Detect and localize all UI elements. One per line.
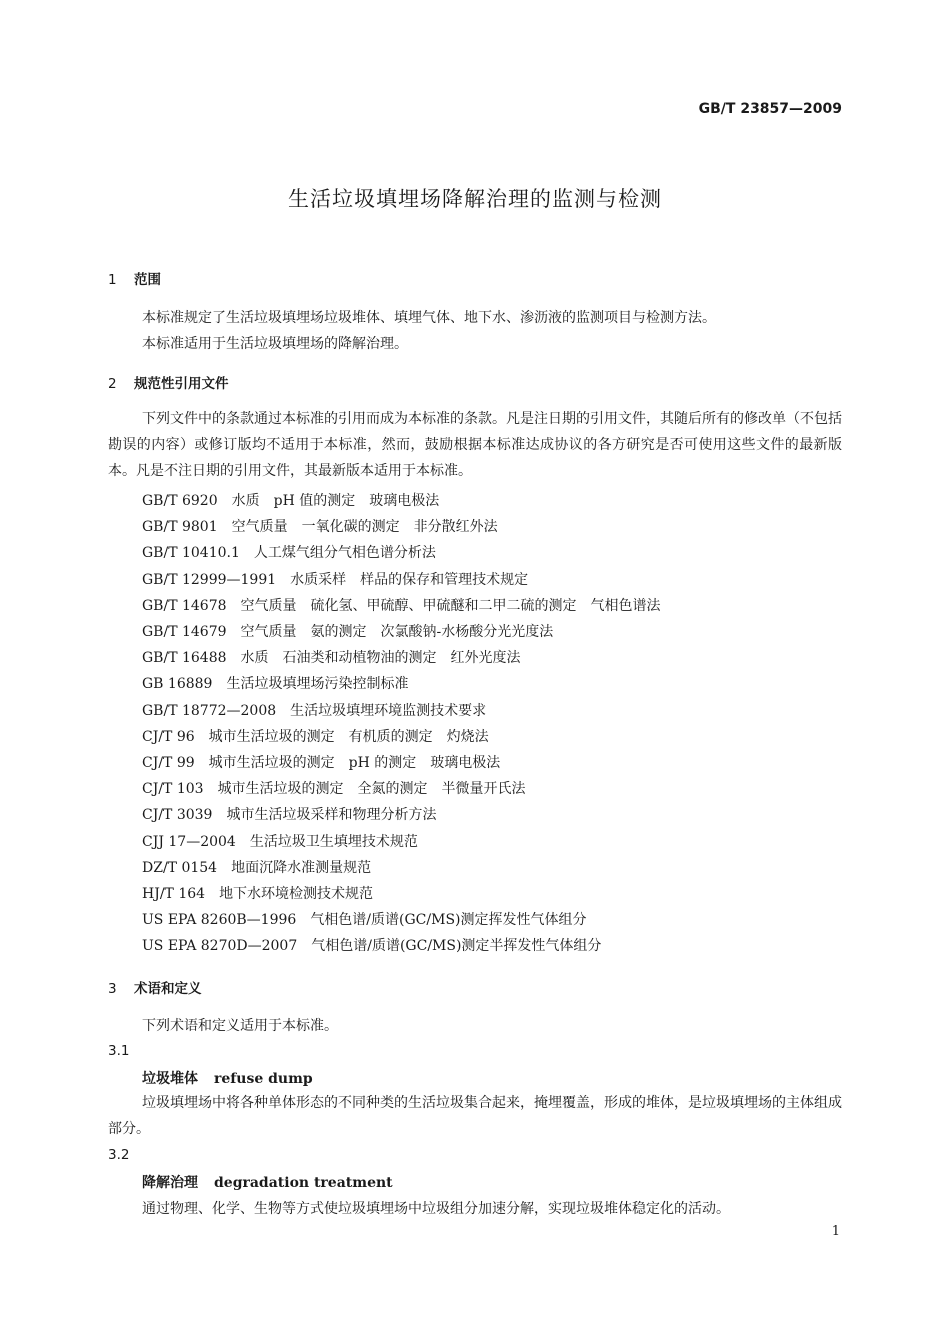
section-title: 规范性引用文件 [134,376,229,392]
reference-code: GB/T 14679 [142,624,227,640]
term-3-1-definition: 垃圾填埋场中将各种单体形态的不同种类的生活垃圾集合起来，掩埋覆盖，形成的堆体，是垃圾填埋场的主体组成部分。 [108,1095,842,1137]
reference-item [142,673,408,693]
reference-item [142,490,439,510]
references-intro-paragraph: 下列文件中的条款通过本标准的引用而成为本标准的条款。凡是注日期的引用文件，其随后所有的修改单（不包括勘误的内容）或修订版均不适用于本标准，然而，鼓励根据本标准达成协议的各方研究是否可使用这些文件的最新版本。凡是不注日期的引用文件，其最新版本适用于本标准。 [108,411,842,479]
reference-code: GB/T 12999—1991 [142,571,277,588]
reference-title: 生活垃圾填埋环境监测技术要求 [290,702,487,719]
document-title: 生活垃圾填埋场降解治理的监测与检测 [288,187,662,211]
reference-item [142,621,553,641]
reference-code: GB/T 16488 [142,650,227,667]
reference-code: DZ/T 0154 [142,859,218,876]
reference-code: GB 16889 [142,676,213,693]
reference-code: CJ/T 99 [142,755,195,771]
reference-title: 气相色谱/质谱(GC/MS)测定半挥发性气体组分 [311,938,602,955]
section-number: 2 [108,376,117,392]
section-number: 1 [108,272,117,288]
reference-item [142,700,486,720]
reference-code: CJ/T 3039 [142,807,213,824]
reference-title: 空气质量 一氧化碳的测定 非分散红外法 [231,519,498,536]
reference-title: 城市生活垃圾采样和物理分析方法 [226,807,437,824]
reference-item [142,595,661,615]
term-english: refuse dump [214,1071,313,1087]
section-title: 术语和定义 [134,981,202,997]
reference-code: CJ/T 103 [142,781,204,798]
reference-title: 水质 石油类和动植物油的测定 红外光度法 [240,650,521,667]
term-3-2-heading [142,1172,393,1192]
term-3-1-number: 3.1 [108,1043,130,1059]
reference-item [142,726,489,746]
reference-code: GB/T 6920 [142,493,218,509]
reference-code: HJ/T 164 [142,886,206,902]
reference-code: GB/T 10410.1 [142,545,240,562]
reference-code: GB/T 14678 [142,597,227,614]
reference-item [142,752,500,772]
section-1-heading [108,268,161,288]
reference-item [142,883,373,903]
section-2-heading [108,372,229,392]
section-number: 3 [108,981,117,997]
scope-paragraph-2: 本标准适用于生活垃圾填埋场的降解治理。 [142,336,408,352]
reference-code: US EPA 8260B—1996 [142,912,297,929]
reference-title: 城市生活垃圾的测定 有机质的测定 灼烧法 [208,728,489,745]
reference-title: 生活垃圾填埋场污染控制标准 [226,676,409,693]
term-3-2-definition: 通过物理、化学、生物等方式使垃圾填埋场中垃圾组分加速分解，实现垃圾堆体稳定化的活动。 [142,1201,730,1217]
reference-item [142,804,436,824]
reference-code: CJJ 17—2004 [142,833,236,850]
page-number: 1 [831,1224,840,1239]
reference-item [142,831,418,851]
reference-title: 生活垃圾卫生填埋技术规范 [249,833,418,850]
standard-number: GB/T 23857—2009 [698,101,842,117]
reference-item [142,569,528,589]
section-3-heading [108,977,202,997]
reference-item [142,542,436,562]
scope-paragraph-1: 本标准规定了生活垃圾填埋场垃圾堆体、填埋气体、地下水、渗沥液的监测项目与检测方法。 [142,310,716,326]
reference-title: 城市生活垃圾的测定 全氮的测定 半微量开氏法 [217,781,526,798]
reference-title: 地下水环境检测技术规范 [219,886,374,902]
term-english: degradation treatment [214,1175,393,1191]
reference-title: 人工煤气组分气相色谱分析法 [253,545,436,562]
reference-item [142,909,587,929]
section-title: 范围 [134,272,161,288]
reference-code: GB/T 9801 [142,519,218,536]
reference-code: CJ/T 96 [142,728,195,745]
reference-title: 气相色谱/质谱(GC/MS)测定挥发性气体组分 [310,912,587,929]
reference-item [142,778,526,798]
reference-item [142,857,371,877]
terms-intro: 下列术语和定义适用于本标准。 [142,1018,338,1034]
term-chinese: 垃圾堆体 [142,1071,198,1087]
reference-title: 地面沉降水准测量规范 [231,859,372,876]
term-3-2-number: 3.2 [108,1147,130,1163]
reference-title: 空气质量 氨的测定 次氯酸钠-水杨酸分光光度法 [240,624,554,640]
term-3-1-heading [142,1068,313,1088]
reference-item [142,935,601,955]
reference-item [142,647,521,667]
reference-code: GB/T 18772—2008 [142,702,277,719]
reference-title: 城市生活垃圾的测定 pH 的测定 玻璃电极法 [208,755,501,771]
reference-title: 空气质量 硫化氢、甲硫醇、甲硫醚和二甲二硫的测定 气相色谱法 [240,597,661,614]
reference-item [142,516,498,536]
reference-title: 水质 pH 值的测定 玻璃电极法 [231,493,440,509]
term-chinese: 降解治理 [142,1175,198,1191]
reference-code: US EPA 8270D—2007 [142,938,298,955]
reference-title: 水质采样 样品的保存和管理技术规定 [290,571,529,588]
